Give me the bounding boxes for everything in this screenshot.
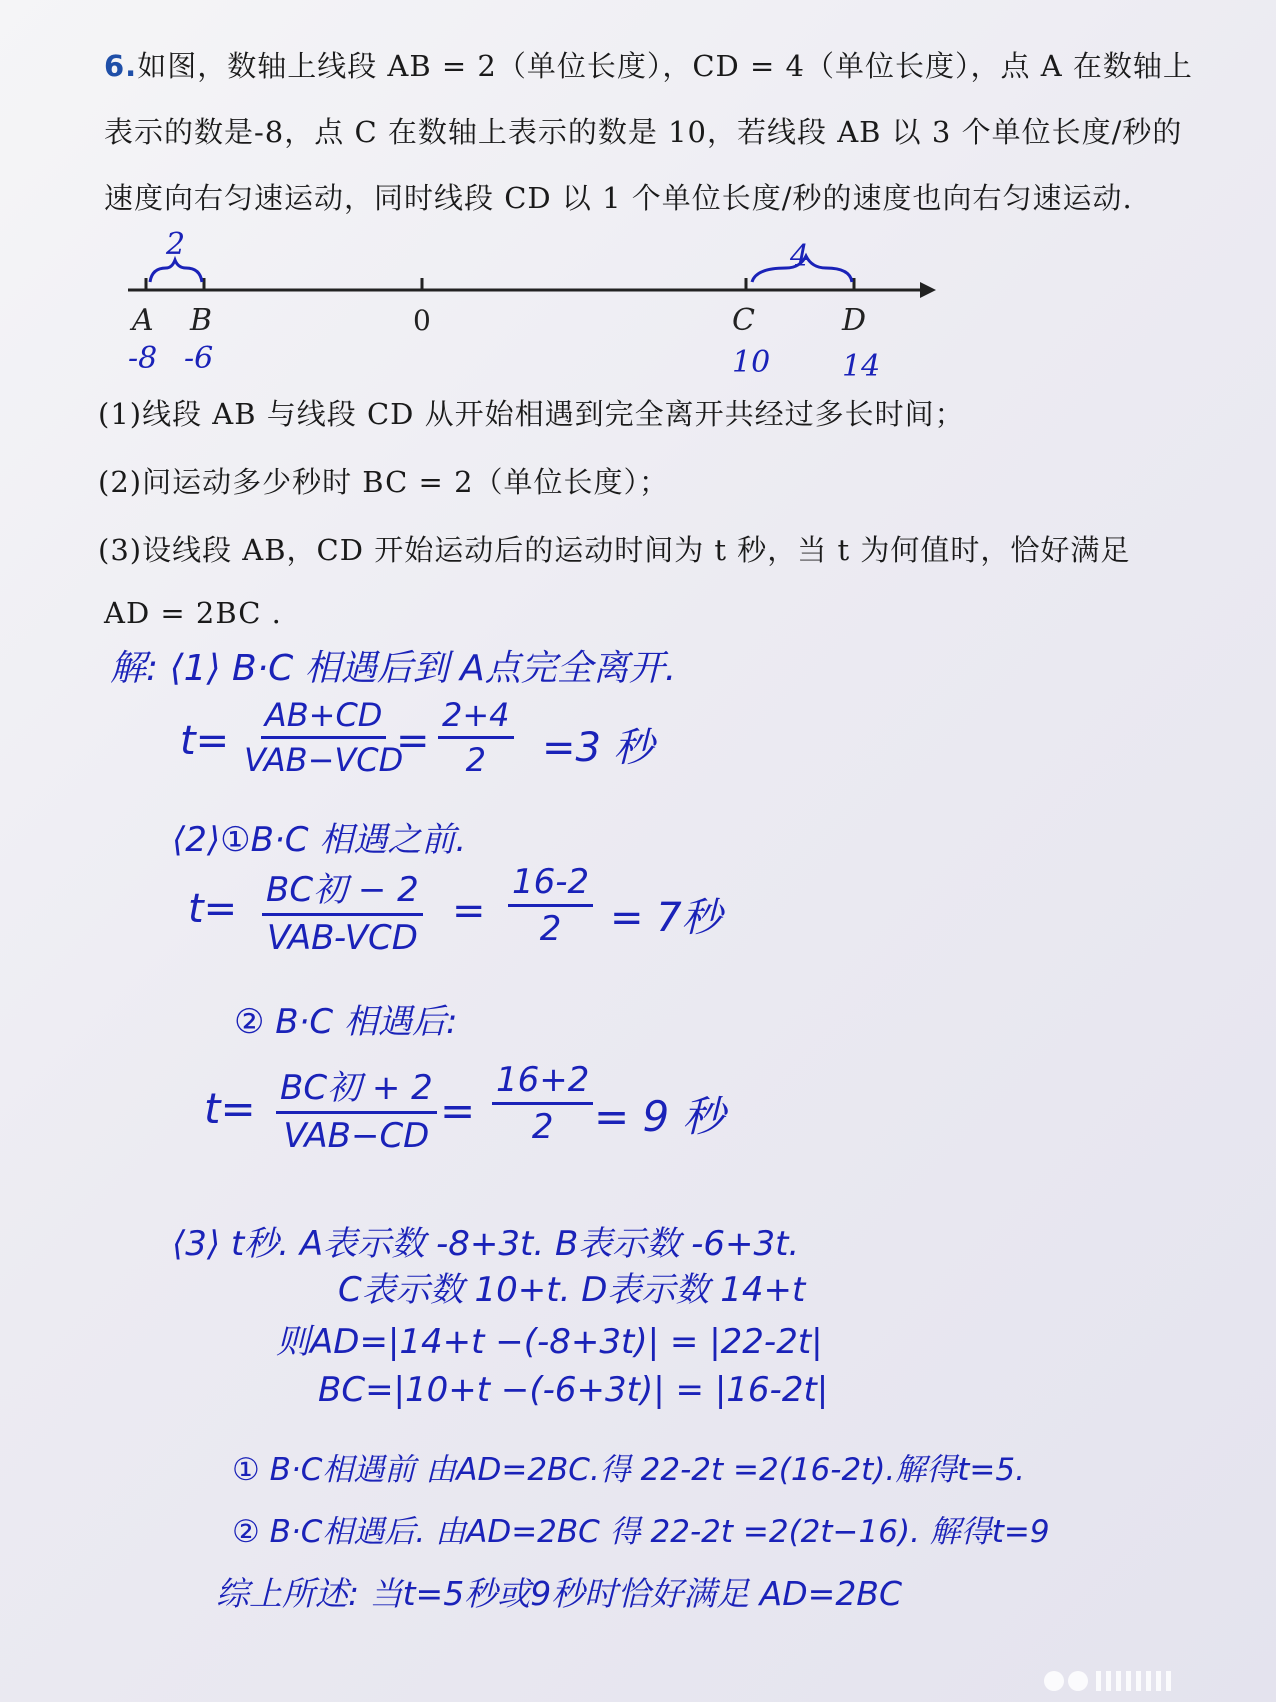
solution-2b-numerator: BC初 + 2 [276,1060,437,1114]
solution-2a-result: = 7秒 [610,895,722,941]
solution-2-title: ⟨2⟩①B·C 相遇之前. [172,820,467,860]
solution-2b-fraction-2 [492,1060,593,1147]
solution-2b-denominator: VAB−CD [283,1116,430,1156]
solution-2b-title: ② B·C 相遇后: [234,1002,458,1042]
question-1: (1)线段 AB 与线段 CD 从开始相遇到完全离开共经过多长时间； [98,397,965,431]
solution-conclusion: 综上所述: 当t=5秒或9秒时恰好满足 AD=2BC [216,1574,902,1613]
solution-1-numerator-2: 2+4 [438,696,514,739]
solution-2b-result: = 9 秒 [594,1092,725,1141]
zero-label: 0 [413,304,431,337]
solution-3-line-2: C表示数 10+t. D表示数 14+t [338,1270,806,1310]
solution-2b-numerator-2: 16+2 [492,1060,593,1105]
solution-2a-equals: = [452,888,486,934]
solution-1-title: 解: ⟨1⟩ B·C 相遇后到 A点完全离开. [110,648,677,689]
problem-line-2: 表示的数是-8，点 C 在数轴上表示的数是 10，若线段 AB 以 3 个单位长度/秒的 [104,115,1183,149]
solution-1-numerator: AB+CD [261,696,387,739]
solution-2b-denominator-2: 2 [531,1107,554,1147]
solution-3-line-4: BC=|10+t −(-6+3t)| = |16-2t| [318,1370,829,1410]
solution-2a-fraction-2 [508,862,593,949]
solution-1-equals: = [396,718,430,764]
solution-2a-fraction [262,862,423,958]
solution-1-fraction [244,696,403,779]
point-d-label: D [842,303,867,338]
solution-1-t: t= [180,718,230,764]
problem-line-3: 速度向右匀速运动，同时线段 CD 以 1 个单位长度/秒的速度也向右匀速运动. [104,181,1133,215]
solution-2b-fraction [276,1060,437,1156]
solution-3-line-3: 则AD=|14+t −(-8+3t)| = |22-2t| [276,1322,823,1362]
point-c-value: 10 [732,345,771,380]
axis-arrow [920,282,936,298]
number-line-diagram [0,230,1276,400]
ab-brace [150,260,202,282]
point-d-value: 14 [842,349,881,384]
watermark-logo [1042,1668,1212,1694]
solution-2a-denominator: VAB-VCD [266,918,418,958]
solution-1-fraction-2 [438,696,514,779]
solution-1-result: =3 秒 [542,725,654,771]
solution-2a-t: t= [188,886,238,932]
solution-2a-numerator-2: 16-2 [508,862,593,907]
solution-3-line-6: ② B·C相遇后. 由AD=2BC 得 22-2t =2(2t−16). 解得t=9 [232,1514,1050,1550]
ab-length-label: 2 [166,230,186,262]
solution-2b-t: t= [204,1084,256,1133]
solution-2a-numerator: BC初 − 2 [262,862,423,916]
solution-2b-equals: = [440,1086,476,1135]
problem-number: 6. [104,49,138,83]
point-b-value: -6 [184,341,214,376]
question-3-line-2: AD = 2BC . [104,596,282,630]
solution-1-denominator-2: 2 [465,741,486,779]
point-a-label: A [132,303,154,338]
cd-length-label: 4 [790,239,810,274]
solution-1-denominator: VAB−VCD [244,741,404,779]
solution-3-line-1: ⟨3⟩ t秒. A表示数 -8+3t. B表示数 -6+3t. [172,1224,800,1264]
solution-2a-denominator-2: 2 [539,909,562,949]
problem-line-1: 6.如图，数轴上线段 AB = 2（单位长度），CD = 4（单位长度），点 A 在数轴上 [104,49,1193,83]
question-3-line-1: (3)设线段 AB，CD 开始运动后的运动时间为 t 秒，当 t 为何值时，恰好满足 [98,533,1131,567]
solution-3-line-5: ① B·C相遇前 由AD=2BC.得 22-2t =2(16-2t).解得t=5. [232,1452,1025,1488]
point-b-label: B [190,303,213,338]
point-a-value: -8 [128,341,158,376]
question-2: (2)问运动多少秒时 BC = 2（单位长度）； [98,465,670,499]
point-c-label: C [732,303,755,338]
